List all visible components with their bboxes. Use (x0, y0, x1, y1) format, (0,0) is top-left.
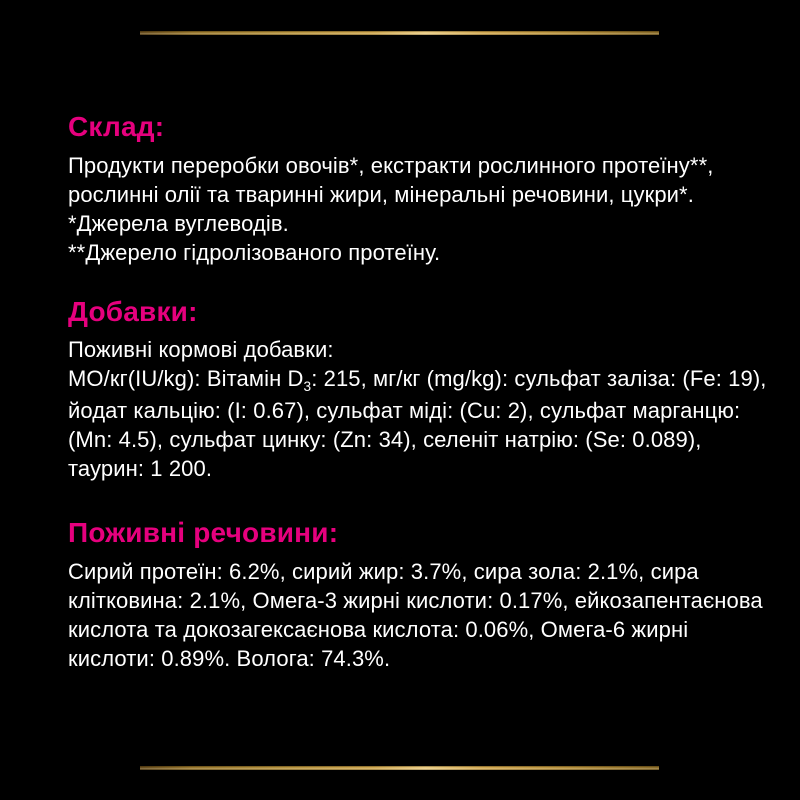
nutrients-body: Сирий протеїн: 6.2%, сирий жир: 3.7%, сира зола: 2.1%, сира клітковина: 2.1%, Омега-3 жирні кислоти: 0.17%, ейкозапентаєнова кислота та докозагексаєнова кислота: 0.06%, Омега-6 жирні кислоти: 0.89%. Волога: 74.3%. (68, 558, 763, 671)
additives-body (68, 364, 768, 483)
composition-title: Склад: (68, 111, 165, 142)
vitamin-d3-subscript: 3 (303, 378, 312, 394)
composition-footnote-2: **Джерело гідролізованого протеїну. (68, 239, 441, 265)
additives-body-part1: МО/кг(IU/kg): Вітамін D (68, 366, 304, 392)
composition-body: Продукти переробки овочів*, екстракти рослинного протеїну**, рослинні олії та тваринні жири, мінеральні речовини, цукри*. (68, 152, 714, 207)
section-composition (68, 110, 768, 267)
section-additives (68, 295, 768, 484)
composition-footnote-1: *Джерела вуглеводів. (68, 210, 289, 236)
bottom-gold-divider (140, 766, 659, 770)
additives-intro: Поживні кормові добавки: (68, 337, 334, 363)
additives-body-part2: : 215, мг/кг (mg/kg): сульфат заліза: (Fe: 19), йодат кальцію: (I: 0.67), сульфат міді: (Cu: 2), сульфат марганцю: (Mn: 4.5), сульфат цинку: (Zn: 34), селеніт натрію: (Se: 0.089), таурин: 1 200. (68, 366, 767, 482)
label-content (68, 0, 768, 673)
section-nutrients (68, 516, 768, 673)
additives-title: Добавки: (68, 295, 198, 327)
nutrients-title: Поживні речовини: (68, 517, 339, 549)
